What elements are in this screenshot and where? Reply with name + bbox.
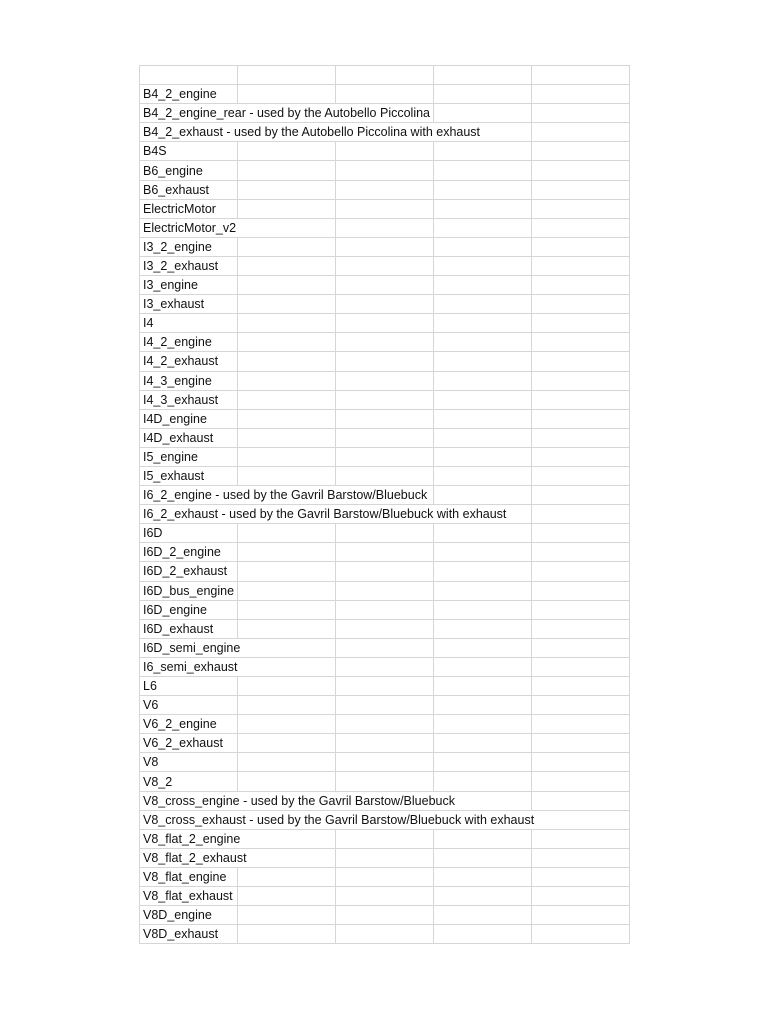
empty-cell[interactable] bbox=[336, 543, 434, 562]
table-row bbox=[140, 123, 630, 142]
empty-cell[interactable] bbox=[532, 352, 630, 371]
cell-name[interactable]: I4 bbox=[140, 314, 238, 333]
empty-cell[interactable] bbox=[336, 848, 434, 867]
empty-cell[interactable] bbox=[532, 562, 630, 581]
empty-cell[interactable] bbox=[434, 619, 532, 638]
cell-name[interactable]: I3_engine bbox=[140, 276, 238, 295]
cell-name[interactable]: B4_2_engine_rear - used by the Autobello Piccolina bbox=[140, 104, 434, 123]
empty-cell[interactable] bbox=[434, 390, 532, 409]
empty-cell[interactable] bbox=[434, 180, 532, 199]
empty-cell[interactable] bbox=[434, 887, 532, 906]
cell-name[interactable]: I6_semi_exhaust bbox=[140, 657, 336, 676]
empty-cell[interactable] bbox=[336, 753, 434, 772]
empty-cell[interactable] bbox=[532, 581, 630, 600]
empty-cell[interactable] bbox=[532, 600, 630, 619]
empty-cell[interactable] bbox=[434, 657, 532, 676]
table-row bbox=[140, 486, 630, 505]
empty-cell[interactable] bbox=[336, 409, 434, 428]
table-row bbox=[140, 829, 630, 848]
table-row bbox=[140, 428, 630, 447]
cell-name[interactable]: B6_engine bbox=[140, 161, 238, 180]
empty-cell[interactable] bbox=[238, 734, 336, 753]
empty-cell[interactable] bbox=[336, 66, 434, 85]
cell-name[interactable]: V6_2_exhaust bbox=[140, 734, 238, 753]
empty-cell[interactable] bbox=[336, 638, 434, 657]
empty-cell[interactable] bbox=[336, 925, 434, 944]
table-row bbox=[140, 696, 630, 715]
empty-cell[interactable] bbox=[434, 543, 532, 562]
empty-cell[interactable] bbox=[336, 829, 434, 848]
empty-cell[interactable] bbox=[336, 85, 434, 104]
empty-cell[interactable] bbox=[434, 447, 532, 466]
empty-cell[interactable] bbox=[434, 848, 532, 867]
empty-cell[interactable] bbox=[238, 256, 336, 275]
empty-cell[interactable] bbox=[434, 428, 532, 447]
empty-cell[interactable] bbox=[434, 925, 532, 944]
table-row bbox=[140, 772, 630, 791]
empty-cell[interactable] bbox=[532, 142, 630, 161]
empty-cell[interactable] bbox=[434, 161, 532, 180]
empty-cell[interactable] bbox=[238, 696, 336, 715]
empty-cell[interactable] bbox=[532, 543, 630, 562]
empty-cell[interactable] bbox=[434, 581, 532, 600]
empty-cell[interactable] bbox=[532, 848, 630, 867]
empty-cell[interactable] bbox=[532, 505, 630, 524]
empty-cell[interactable] bbox=[238, 447, 336, 466]
empty-cell[interactable] bbox=[238, 867, 336, 886]
empty-cell[interactable] bbox=[238, 428, 336, 447]
table-row bbox=[140, 848, 630, 867]
empty-cell[interactable] bbox=[532, 237, 630, 256]
table-row bbox=[140, 371, 630, 390]
empty-cell[interactable] bbox=[532, 524, 630, 543]
cell-name[interactable]: I4D_exhaust bbox=[140, 428, 238, 447]
cell-name[interactable]: V8D_exhaust bbox=[140, 925, 238, 944]
empty-cell[interactable] bbox=[434, 734, 532, 753]
table-row bbox=[140, 466, 630, 485]
empty-cell[interactable] bbox=[532, 390, 630, 409]
empty-cell[interactable] bbox=[336, 466, 434, 485]
cell-name[interactable] bbox=[140, 66, 238, 85]
empty-cell[interactable] bbox=[532, 180, 630, 199]
cell-name[interactable]: I6_2_engine - used by the Gavril Barstow/Bluebuck bbox=[140, 486, 434, 505]
empty-cell[interactable] bbox=[532, 66, 630, 85]
empty-cell[interactable] bbox=[532, 772, 630, 791]
cell-name[interactable]: I6D bbox=[140, 524, 238, 543]
empty-cell[interactable] bbox=[434, 772, 532, 791]
cell-name[interactable]: I6D_2_exhaust bbox=[140, 562, 238, 581]
empty-cell[interactable] bbox=[434, 276, 532, 295]
cell-name[interactable]: I4_2_engine bbox=[140, 333, 238, 352]
empty-cell[interactable] bbox=[238, 85, 336, 104]
cell-name[interactable]: I6D_engine bbox=[140, 600, 238, 619]
cell-name[interactable]: I3_exhaust bbox=[140, 295, 238, 314]
empty-cell[interactable] bbox=[532, 887, 630, 906]
empty-cell[interactable] bbox=[434, 199, 532, 218]
empty-cell[interactable] bbox=[238, 352, 336, 371]
empty-cell[interactable] bbox=[532, 791, 630, 810]
table-row bbox=[140, 66, 630, 85]
cell-name[interactable]: I4_3_engine bbox=[140, 371, 238, 390]
empty-cell[interactable] bbox=[238, 409, 336, 428]
table-row bbox=[140, 657, 630, 676]
empty-cell[interactable] bbox=[532, 333, 630, 352]
table-row bbox=[140, 734, 630, 753]
cell-name[interactable]: V8_flat_2_engine bbox=[140, 829, 336, 848]
table-row bbox=[140, 677, 630, 696]
empty-cell[interactable] bbox=[336, 390, 434, 409]
empty-cell[interactable] bbox=[238, 925, 336, 944]
empty-cell[interactable] bbox=[238, 142, 336, 161]
empty-cell[interactable] bbox=[336, 772, 434, 791]
spreadsheet-table bbox=[139, 65, 630, 944]
empty-cell[interactable] bbox=[238, 887, 336, 906]
table-row bbox=[140, 295, 630, 314]
empty-cell[interactable] bbox=[434, 256, 532, 275]
empty-cell[interactable] bbox=[434, 85, 532, 104]
table-row bbox=[140, 753, 630, 772]
empty-cell[interactable] bbox=[532, 696, 630, 715]
empty-cell[interactable] bbox=[336, 696, 434, 715]
empty-cell[interactable] bbox=[336, 677, 434, 696]
empty-cell[interactable] bbox=[434, 829, 532, 848]
empty-cell[interactable] bbox=[336, 524, 434, 543]
empty-cell[interactable] bbox=[336, 657, 434, 676]
empty-cell[interactable] bbox=[238, 677, 336, 696]
empty-cell[interactable] bbox=[336, 600, 434, 619]
empty-cell[interactable] bbox=[532, 428, 630, 447]
empty-cell[interactable] bbox=[336, 715, 434, 734]
empty-cell[interactable] bbox=[532, 371, 630, 390]
cell-name[interactable]: ElectricMotor_v2 bbox=[140, 218, 336, 237]
table-row bbox=[140, 505, 630, 524]
spreadsheet-body bbox=[140, 66, 630, 944]
empty-cell[interactable] bbox=[238, 276, 336, 295]
cell-name[interactable]: I6D_exhaust bbox=[140, 619, 238, 638]
empty-cell[interactable] bbox=[336, 428, 434, 447]
cell-name[interactable]: I5_exhaust bbox=[140, 466, 238, 485]
cell-name[interactable]: I6D_bus_engine bbox=[140, 581, 238, 600]
cell-name[interactable]: V8D_engine bbox=[140, 906, 238, 925]
empty-cell[interactable] bbox=[336, 333, 434, 352]
empty-cell[interactable] bbox=[434, 409, 532, 428]
cell-name[interactable]: I3_2_exhaust bbox=[140, 256, 238, 275]
cell-name[interactable]: I4_2_exhaust bbox=[140, 352, 238, 371]
empty-cell[interactable] bbox=[336, 161, 434, 180]
empty-cell[interactable] bbox=[238, 562, 336, 581]
empty-cell[interactable] bbox=[532, 85, 630, 104]
empty-cell[interactable] bbox=[532, 753, 630, 772]
empty-cell[interactable] bbox=[532, 657, 630, 676]
empty-cell[interactable] bbox=[238, 295, 336, 314]
cell-name[interactable]: I4_3_exhaust bbox=[140, 390, 238, 409]
cell-name[interactable]: I4D_engine bbox=[140, 409, 238, 428]
table-row bbox=[140, 906, 630, 925]
empty-cell[interactable] bbox=[434, 218, 532, 237]
empty-cell[interactable] bbox=[336, 256, 434, 275]
empty-cell[interactable] bbox=[532, 295, 630, 314]
empty-cell[interactable] bbox=[238, 524, 336, 543]
empty-cell[interactable] bbox=[238, 466, 336, 485]
cell-name[interactable]: B4S bbox=[140, 142, 238, 161]
table-row bbox=[140, 715, 630, 734]
table-row bbox=[140, 638, 630, 657]
empty-cell[interactable] bbox=[434, 237, 532, 256]
cell-name[interactable]: V6_2_engine bbox=[140, 715, 238, 734]
empty-cell[interactable] bbox=[532, 199, 630, 218]
empty-cell[interactable] bbox=[336, 562, 434, 581]
table-row bbox=[140, 581, 630, 600]
cell-name[interactable]: V8_flat_engine bbox=[140, 867, 238, 886]
empty-cell[interactable] bbox=[532, 256, 630, 275]
table-row bbox=[140, 600, 630, 619]
empty-cell[interactable] bbox=[336, 887, 434, 906]
empty-cell[interactable] bbox=[238, 772, 336, 791]
empty-cell[interactable] bbox=[532, 123, 630, 142]
empty-cell[interactable] bbox=[336, 199, 434, 218]
empty-cell[interactable] bbox=[532, 276, 630, 295]
table-row bbox=[140, 619, 630, 638]
cell-name[interactable]: I6_2_exhaust - used by the Gavril Barstow/Bluebuck with exhaust bbox=[140, 505, 532, 524]
empty-cell[interactable] bbox=[434, 352, 532, 371]
table-row bbox=[140, 256, 630, 275]
empty-cell[interactable] bbox=[532, 466, 630, 485]
table-row bbox=[140, 791, 630, 810]
empty-cell[interactable] bbox=[238, 314, 336, 333]
cell-name[interactable]: B4_2_exhaust - used by the Autobello Piccolina with exhaust bbox=[140, 123, 532, 142]
table-row bbox=[140, 142, 630, 161]
empty-cell[interactable] bbox=[434, 562, 532, 581]
table-row bbox=[140, 887, 630, 906]
table-row bbox=[140, 333, 630, 352]
empty-cell[interactable] bbox=[336, 142, 434, 161]
empty-cell[interactable] bbox=[532, 734, 630, 753]
empty-cell[interactable] bbox=[238, 161, 336, 180]
empty-cell[interactable] bbox=[336, 906, 434, 925]
empty-cell[interactable] bbox=[532, 715, 630, 734]
empty-cell[interactable] bbox=[434, 715, 532, 734]
empty-cell[interactable] bbox=[532, 829, 630, 848]
empty-cell[interactable] bbox=[238, 66, 336, 85]
empty-cell[interactable] bbox=[532, 638, 630, 657]
table-row bbox=[140, 390, 630, 409]
table-row bbox=[140, 810, 630, 829]
table-row bbox=[140, 218, 630, 237]
cell-name[interactable]: B6_exhaust bbox=[140, 180, 238, 199]
table-row bbox=[140, 543, 630, 562]
empty-cell[interactable] bbox=[532, 218, 630, 237]
cell-name[interactable]: I3_2_engine bbox=[140, 237, 238, 256]
empty-cell[interactable] bbox=[532, 486, 630, 505]
empty-cell[interactable] bbox=[336, 237, 434, 256]
empty-cell[interactable] bbox=[238, 199, 336, 218]
empty-cell[interactable] bbox=[238, 619, 336, 638]
empty-cell[interactable] bbox=[434, 314, 532, 333]
table-row bbox=[140, 85, 630, 104]
cell-name[interactable]: V8_flat_exhaust bbox=[140, 887, 238, 906]
empty-cell[interactable] bbox=[434, 486, 532, 505]
empty-cell[interactable] bbox=[336, 314, 434, 333]
table-row bbox=[140, 276, 630, 295]
empty-cell[interactable] bbox=[532, 409, 630, 428]
empty-cell[interactable] bbox=[532, 867, 630, 886]
empty-cell[interactable] bbox=[434, 753, 532, 772]
table-row bbox=[140, 161, 630, 180]
cell-name[interactable]: I6D_2_engine bbox=[140, 543, 238, 562]
empty-cell[interactable] bbox=[434, 638, 532, 657]
cell-name[interactable]: ElectricMotor bbox=[140, 199, 238, 218]
empty-cell[interactable] bbox=[434, 524, 532, 543]
table-row bbox=[140, 314, 630, 333]
empty-cell[interactable] bbox=[238, 333, 336, 352]
cell-name[interactable]: I5_engine bbox=[140, 447, 238, 466]
empty-cell[interactable] bbox=[532, 906, 630, 925]
empty-cell[interactable] bbox=[238, 753, 336, 772]
empty-cell[interactable] bbox=[532, 104, 630, 123]
cell-name[interactable]: V6 bbox=[140, 696, 238, 715]
empty-cell[interactable] bbox=[238, 180, 336, 199]
empty-cell[interactable] bbox=[532, 677, 630, 696]
empty-cell[interactable] bbox=[336, 734, 434, 753]
empty-cell[interactable] bbox=[336, 867, 434, 886]
empty-cell[interactable] bbox=[238, 390, 336, 409]
empty-cell[interactable] bbox=[336, 352, 434, 371]
empty-cell[interactable] bbox=[434, 867, 532, 886]
table-row bbox=[140, 562, 630, 581]
table-row bbox=[140, 237, 630, 256]
empty-cell[interactable] bbox=[238, 906, 336, 925]
empty-cell[interactable] bbox=[336, 295, 434, 314]
table-row bbox=[140, 524, 630, 543]
table-row bbox=[140, 447, 630, 466]
cell-name[interactable]: V8_cross_engine - used by the Gavril Barstow/Bluebuck bbox=[140, 791, 532, 810]
empty-cell[interactable] bbox=[434, 466, 532, 485]
empty-cell[interactable] bbox=[238, 600, 336, 619]
table-row bbox=[140, 104, 630, 123]
empty-cell[interactable] bbox=[336, 180, 434, 199]
empty-cell[interactable] bbox=[532, 314, 630, 333]
empty-cell[interactable] bbox=[238, 581, 336, 600]
empty-cell[interactable] bbox=[434, 104, 532, 123]
empty-cell[interactable] bbox=[336, 371, 434, 390]
table-row bbox=[140, 180, 630, 199]
cell-name[interactable]: B4_2_engine bbox=[140, 85, 238, 104]
empty-cell[interactable] bbox=[532, 619, 630, 638]
table-row bbox=[140, 352, 630, 371]
empty-cell[interactable] bbox=[434, 906, 532, 925]
empty-cell[interactable] bbox=[434, 142, 532, 161]
empty-cell[interactable] bbox=[238, 715, 336, 734]
empty-cell[interactable] bbox=[336, 581, 434, 600]
table-row bbox=[140, 199, 630, 218]
empty-cell[interactable] bbox=[532, 447, 630, 466]
empty-cell[interactable] bbox=[238, 371, 336, 390]
empty-cell[interactable] bbox=[434, 371, 532, 390]
empty-cell[interactable] bbox=[336, 218, 434, 237]
cell-name[interactable]: V8_2 bbox=[140, 772, 238, 791]
empty-cell[interactable] bbox=[434, 696, 532, 715]
empty-cell[interactable] bbox=[532, 925, 630, 944]
empty-cell[interactable] bbox=[434, 600, 532, 619]
empty-cell[interactable] bbox=[434, 66, 532, 85]
empty-cell[interactable] bbox=[336, 447, 434, 466]
empty-cell[interactable] bbox=[532, 161, 630, 180]
cell-name[interactable]: I6D_semi_engine bbox=[140, 638, 336, 657]
empty-cell[interactable] bbox=[238, 543, 336, 562]
empty-cell[interactable] bbox=[434, 333, 532, 352]
table-row bbox=[140, 925, 630, 944]
empty-cell[interactable] bbox=[434, 677, 532, 696]
empty-cell[interactable] bbox=[434, 295, 532, 314]
empty-cell[interactable] bbox=[336, 619, 434, 638]
empty-cell[interactable] bbox=[336, 276, 434, 295]
table-row bbox=[140, 867, 630, 886]
table-row bbox=[140, 409, 630, 428]
cell-name[interactable]: V8 bbox=[140, 753, 238, 772]
cell-name[interactable]: L6 bbox=[140, 677, 238, 696]
cell-name[interactable]: V8_flat_2_exhaust bbox=[140, 848, 336, 867]
empty-cell[interactable] bbox=[238, 237, 336, 256]
cell-name[interactable]: V8_cross_exhaust - used by the Gavril Barstow/Bluebuck with exhaust bbox=[140, 810, 630, 829]
